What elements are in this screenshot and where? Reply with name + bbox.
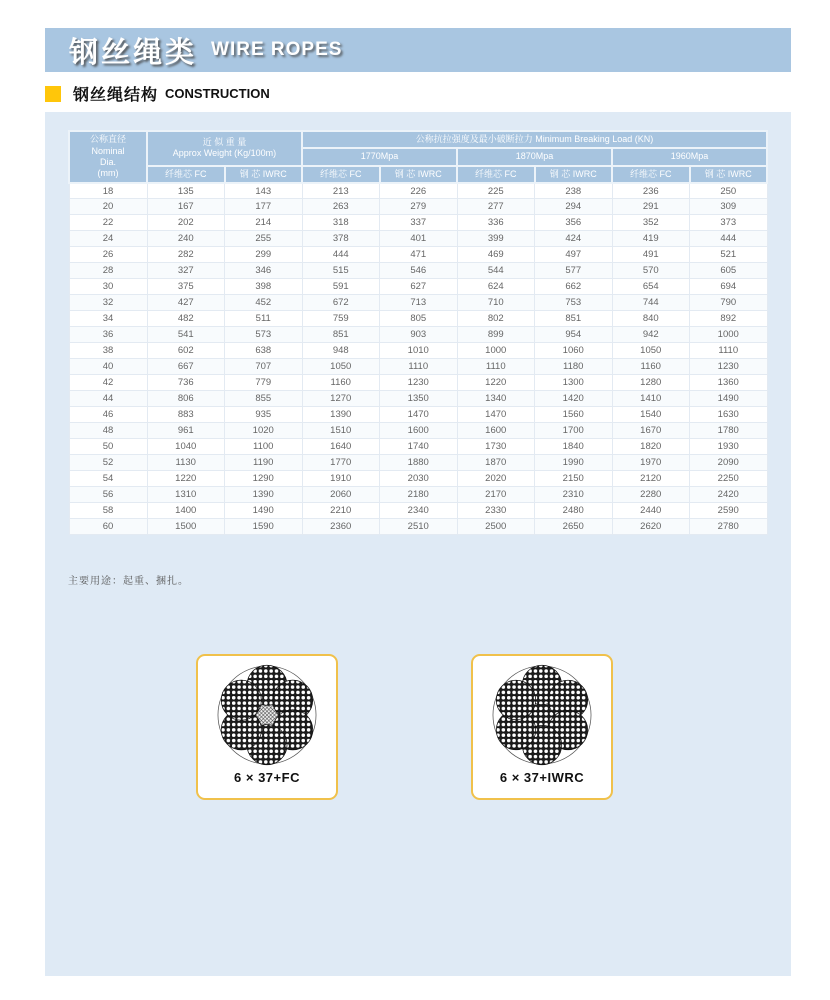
value-cell: 2120 <box>612 471 690 487</box>
value-cell: 1970 <box>612 455 690 471</box>
header-core-fc: 纤维芯 FC <box>302 166 380 183</box>
value-cell: 452 <box>225 295 303 311</box>
rope-cross-section-fc-diagram <box>215 663 319 767</box>
value-cell: 318 <box>302 215 380 231</box>
value-cell: 1470 <box>457 407 535 423</box>
header-core-iwrc: 钢 芯 IWRC <box>380 166 458 183</box>
value-cell: 346 <box>225 263 303 279</box>
value-cell: 511 <box>225 311 303 327</box>
value-cell: 1270 <box>302 391 380 407</box>
value-cell: 805 <box>380 311 458 327</box>
value-cell: 1990 <box>535 455 613 471</box>
value-cell: 226 <box>380 183 458 199</box>
value-cell: 238 <box>535 183 613 199</box>
value-cell: 356 <box>535 215 613 231</box>
value-cell: 375 <box>147 279 225 295</box>
value-cell: 1390 <box>225 487 303 503</box>
value-cell: 373 <box>690 215 768 231</box>
value-cell: 1130 <box>147 455 225 471</box>
value-cell: 2020 <box>457 471 535 487</box>
dia-cell: 22 <box>69 215 147 231</box>
table-row <box>69 455 767 471</box>
value-cell: 710 <box>457 295 535 311</box>
value-cell: 1400 <box>147 503 225 519</box>
value-cell: 662 <box>535 279 613 295</box>
table-row <box>69 439 767 455</box>
value-cell: 1230 <box>690 359 768 375</box>
header-core-fc: 纤维芯 FC <box>457 166 535 183</box>
value-cell: 482 <box>147 311 225 327</box>
value-cell: 1730 <box>457 439 535 455</box>
header-core-iwrc: 钢 芯 IWRC <box>690 166 768 183</box>
value-cell: 1820 <box>612 439 690 455</box>
section-title-en: CONSTRUCTION <box>165 86 270 101</box>
value-cell: 577 <box>535 263 613 279</box>
value-cell: 1360 <box>690 375 768 391</box>
value-cell: 399 <box>457 231 535 247</box>
value-cell: 624 <box>457 279 535 295</box>
rope-label-iwrc: 6 × 37+IWRC <box>499 770 585 785</box>
value-cell: 1600 <box>457 423 535 439</box>
value-cell: 672 <box>302 295 380 311</box>
value-cell: 638 <box>225 343 303 359</box>
header-grade-1870: 1870Mpa <box>457 148 612 165</box>
dia-cell: 46 <box>69 407 147 423</box>
value-cell: 299 <box>225 247 303 263</box>
dia-cell: 38 <box>69 343 147 359</box>
value-cell: 1780 <box>690 423 768 439</box>
value-cell: 263 <box>302 199 380 215</box>
header-core-fc: 纤维芯 FC <box>147 166 225 183</box>
value-cell: 883 <box>147 407 225 423</box>
value-cell: 240 <box>147 231 225 247</box>
value-cell: 401 <box>380 231 458 247</box>
value-cell: 605 <box>690 263 768 279</box>
value-cell: 707 <box>225 359 303 375</box>
page-title-en: WIRE ROPES <box>211 39 343 60</box>
value-cell: 1050 <box>302 359 380 375</box>
value-cell: 2150 <box>535 471 613 487</box>
value-cell: 279 <box>380 199 458 215</box>
dia-cell: 20 <box>69 199 147 215</box>
value-cell: 954 <box>535 327 613 343</box>
value-cell: 1390 <box>302 407 380 423</box>
wire-rope-spec-table <box>68 130 768 535</box>
value-cell: 892 <box>690 311 768 327</box>
value-cell: 899 <box>457 327 535 343</box>
table-row <box>69 423 767 439</box>
table-row <box>69 503 767 519</box>
value-cell: 427 <box>147 295 225 311</box>
value-cell: 2650 <box>535 519 613 535</box>
value-cell: 1000 <box>690 327 768 343</box>
value-cell: 2780 <box>690 519 768 535</box>
table-row <box>69 263 767 279</box>
usage-note: 主要用途：起重、捆扎。 <box>68 576 189 587</box>
value-cell: 294 <box>535 199 613 215</box>
value-cell: 759 <box>302 311 380 327</box>
value-cell: 1420 <box>535 391 613 407</box>
value-cell: 840 <box>612 311 690 327</box>
value-cell: 627 <box>380 279 458 295</box>
table-row <box>69 343 767 359</box>
value-cell: 2250 <box>690 471 768 487</box>
value-cell: 1870 <box>457 455 535 471</box>
value-cell: 2510 <box>380 519 458 535</box>
value-cell: 790 <box>690 295 768 311</box>
dia-cell: 30 <box>69 279 147 295</box>
value-cell: 282 <box>147 247 225 263</box>
value-cell: 2480 <box>535 503 613 519</box>
value-cell: 309 <box>690 199 768 215</box>
value-cell: 213 <box>302 183 380 199</box>
value-cell: 961 <box>147 423 225 439</box>
dia-cell: 56 <box>69 487 147 503</box>
value-cell: 1160 <box>612 359 690 375</box>
value-cell: 2180 <box>380 487 458 503</box>
header-core-iwrc: 钢 芯 IWRC <box>535 166 613 183</box>
value-cell: 851 <box>302 327 380 343</box>
value-cell: 2090 <box>690 455 768 471</box>
dia-cell: 42 <box>69 375 147 391</box>
value-cell: 573 <box>225 327 303 343</box>
value-cell: 779 <box>225 375 303 391</box>
table-row <box>69 487 767 503</box>
value-cell: 336 <box>457 215 535 231</box>
header-dia-zh: 公称直径 <box>89 134 126 145</box>
value-cell: 1280 <box>612 375 690 391</box>
value-cell: 419 <box>612 231 690 247</box>
value-cell: 546 <box>380 263 458 279</box>
value-cell: 2440 <box>612 503 690 519</box>
table-row <box>69 279 767 295</box>
dia-cell: 34 <box>69 311 147 327</box>
rope-cross-section-iwrc-diagram <box>490 663 594 767</box>
value-cell: 753 <box>535 295 613 311</box>
value-cell: 1880 <box>380 455 458 471</box>
value-cell: 2620 <box>612 519 690 535</box>
value-cell: 398 <box>225 279 303 295</box>
page-banner <box>45 28 791 72</box>
value-cell: 291 <box>612 199 690 215</box>
table-row <box>69 215 767 231</box>
value-cell: 236 <box>612 183 690 199</box>
value-cell: 497 <box>535 247 613 263</box>
value-cell: 602 <box>147 343 225 359</box>
value-cell: 654 <box>612 279 690 295</box>
value-cell: 2030 <box>380 471 458 487</box>
value-cell: 135 <box>147 183 225 199</box>
dia-cell: 26 <box>69 247 147 263</box>
value-cell: 802 <box>457 311 535 327</box>
value-cell: 1350 <box>380 391 458 407</box>
value-cell: 1910 <box>302 471 380 487</box>
value-cell: 1060 <box>535 343 613 359</box>
value-cell: 1560 <box>535 407 613 423</box>
section-heading <box>45 82 270 105</box>
value-cell: 1930 <box>690 439 768 455</box>
value-cell: 1010 <box>380 343 458 359</box>
value-cell: 1000 <box>457 343 535 359</box>
header-dia-en1: Nominal <box>91 145 125 156</box>
value-cell: 935 <box>225 407 303 423</box>
value-cell: 1230 <box>380 375 458 391</box>
header-grade-1770: 1770Mpa <box>302 148 457 165</box>
header-core-iwrc: 钢 芯 IWRC <box>225 166 303 183</box>
value-cell: 903 <box>380 327 458 343</box>
value-cell: 1110 <box>457 359 535 375</box>
value-cell: 1540 <box>612 407 690 423</box>
value-cell: 491 <box>612 247 690 263</box>
value-cell: 2060 <box>302 487 380 503</box>
table-row <box>69 295 767 311</box>
header-dia-en2: Dia. <box>99 156 116 167</box>
value-cell: 471 <box>380 247 458 263</box>
value-cell: 1300 <box>535 375 613 391</box>
value-cell: 2420 <box>690 487 768 503</box>
value-cell: 225 <box>457 183 535 199</box>
value-cell: 1600 <box>380 423 458 439</box>
header-breaking-load: 公称抗拉强度及最小破断拉力 Minimum Breaking Load (KN) <box>302 131 767 148</box>
table-row <box>69 199 767 215</box>
value-cell: 1490 <box>225 503 303 519</box>
value-cell: 1590 <box>225 519 303 535</box>
value-cell: 2330 <box>457 503 535 519</box>
page-title-zh: 钢丝绳类 <box>69 36 198 69</box>
value-cell: 1160 <box>302 375 380 391</box>
table-body <box>69 183 767 535</box>
value-cell: 855 <box>225 391 303 407</box>
value-cell: 277 <box>457 199 535 215</box>
table-row <box>69 311 767 327</box>
value-cell: 1770 <box>302 455 380 471</box>
value-cell: 591 <box>302 279 380 295</box>
value-cell: 2170 <box>457 487 535 503</box>
table-row <box>69 375 767 391</box>
dia-cell: 52 <box>69 455 147 471</box>
value-cell: 1190 <box>225 455 303 471</box>
table-row <box>69 359 767 375</box>
value-cell: 1510 <box>302 423 380 439</box>
rope-card-iwrc <box>471 654 613 800</box>
value-cell: 667 <box>147 359 225 375</box>
yellow-bullet-icon <box>45 86 61 102</box>
table-row <box>69 471 767 487</box>
value-cell: 713 <box>380 295 458 311</box>
header-nominal-dia <box>69 131 147 183</box>
value-cell: 806 <box>147 391 225 407</box>
table-row <box>69 327 767 343</box>
value-cell: 1700 <box>535 423 613 439</box>
dia-cell: 48 <box>69 423 147 439</box>
value-cell: 2500 <box>457 519 535 535</box>
table-row <box>69 231 767 247</box>
value-cell: 1290 <box>225 471 303 487</box>
dia-cell: 60 <box>69 519 147 535</box>
value-cell: 337 <box>380 215 458 231</box>
value-cell: 1180 <box>535 359 613 375</box>
value-cell: 1220 <box>457 375 535 391</box>
value-cell: 202 <box>147 215 225 231</box>
value-cell: 214 <box>225 215 303 231</box>
dia-cell: 58 <box>69 503 147 519</box>
value-cell: 1500 <box>147 519 225 535</box>
value-cell: 736 <box>147 375 225 391</box>
value-cell: 1020 <box>225 423 303 439</box>
table-row <box>69 391 767 407</box>
value-cell: 1110 <box>690 343 768 359</box>
table-row <box>69 519 767 535</box>
dia-cell: 28 <box>69 263 147 279</box>
table-row <box>69 247 767 263</box>
value-cell: 1670 <box>612 423 690 439</box>
value-cell: 851 <box>535 311 613 327</box>
value-cell: 2590 <box>690 503 768 519</box>
value-cell: 424 <box>535 231 613 247</box>
value-cell: 177 <box>225 199 303 215</box>
dia-cell: 24 <box>69 231 147 247</box>
value-cell: 2210 <box>302 503 380 519</box>
value-cell: 2310 <box>535 487 613 503</box>
value-cell: 1050 <box>612 343 690 359</box>
value-cell: 378 <box>302 231 380 247</box>
value-cell: 1470 <box>380 407 458 423</box>
value-cell: 1340 <box>457 391 535 407</box>
header-weight-zh: 近 似 重 量 <box>202 137 247 147</box>
value-cell: 1220 <box>147 471 225 487</box>
value-cell: 444 <box>690 231 768 247</box>
header-dia-unit: (mm) <box>97 168 119 179</box>
value-cell: 948 <box>302 343 380 359</box>
rope-label-fc: 6 × 37+FC <box>234 770 300 785</box>
value-cell: 544 <box>457 263 535 279</box>
value-cell: 1040 <box>147 439 225 455</box>
value-cell: 2340 <box>380 503 458 519</box>
dia-cell: 54 <box>69 471 147 487</box>
header-weight-en: Approx Weight (Kg/100m) <box>172 148 277 159</box>
value-cell: 444 <box>302 247 380 263</box>
header-grade-1960: 1960Mpa <box>612 148 767 165</box>
value-cell: 744 <box>612 295 690 311</box>
dia-cell: 50 <box>69 439 147 455</box>
dia-cell: 44 <box>69 391 147 407</box>
value-cell: 1840 <box>535 439 613 455</box>
value-cell: 1630 <box>690 407 768 423</box>
dia-cell: 40 <box>69 359 147 375</box>
value-cell: 1100 <box>225 439 303 455</box>
value-cell: 521 <box>690 247 768 263</box>
table-header <box>69 131 767 183</box>
value-cell: 1490 <box>690 391 768 407</box>
value-cell: 143 <box>225 183 303 199</box>
value-cell: 327 <box>147 263 225 279</box>
table-row <box>69 407 767 423</box>
header-core-fc: 纤维芯 FC <box>612 166 690 183</box>
value-cell: 694 <box>690 279 768 295</box>
dia-cell: 32 <box>69 295 147 311</box>
value-cell: 515 <box>302 263 380 279</box>
value-cell: 2360 <box>302 519 380 535</box>
rope-card-fc <box>196 654 338 800</box>
value-cell: 942 <box>612 327 690 343</box>
header-approx-weight <box>147 131 302 166</box>
value-cell: 570 <box>612 263 690 279</box>
table-row <box>69 183 767 199</box>
value-cell: 1310 <box>147 487 225 503</box>
dia-cell: 18 <box>69 183 147 199</box>
value-cell: 541 <box>147 327 225 343</box>
value-cell: 255 <box>225 231 303 247</box>
value-cell: 1110 <box>380 359 458 375</box>
section-title-zh: 钢丝绳结构 <box>73 87 159 104</box>
value-cell: 352 <box>612 215 690 231</box>
value-cell: 1410 <box>612 391 690 407</box>
value-cell: 167 <box>147 199 225 215</box>
value-cell: 2280 <box>612 487 690 503</box>
value-cell: 250 <box>690 183 768 199</box>
value-cell: 1640 <box>302 439 380 455</box>
value-cell: 1740 <box>380 439 458 455</box>
value-cell: 469 <box>457 247 535 263</box>
dia-cell: 36 <box>69 327 147 343</box>
